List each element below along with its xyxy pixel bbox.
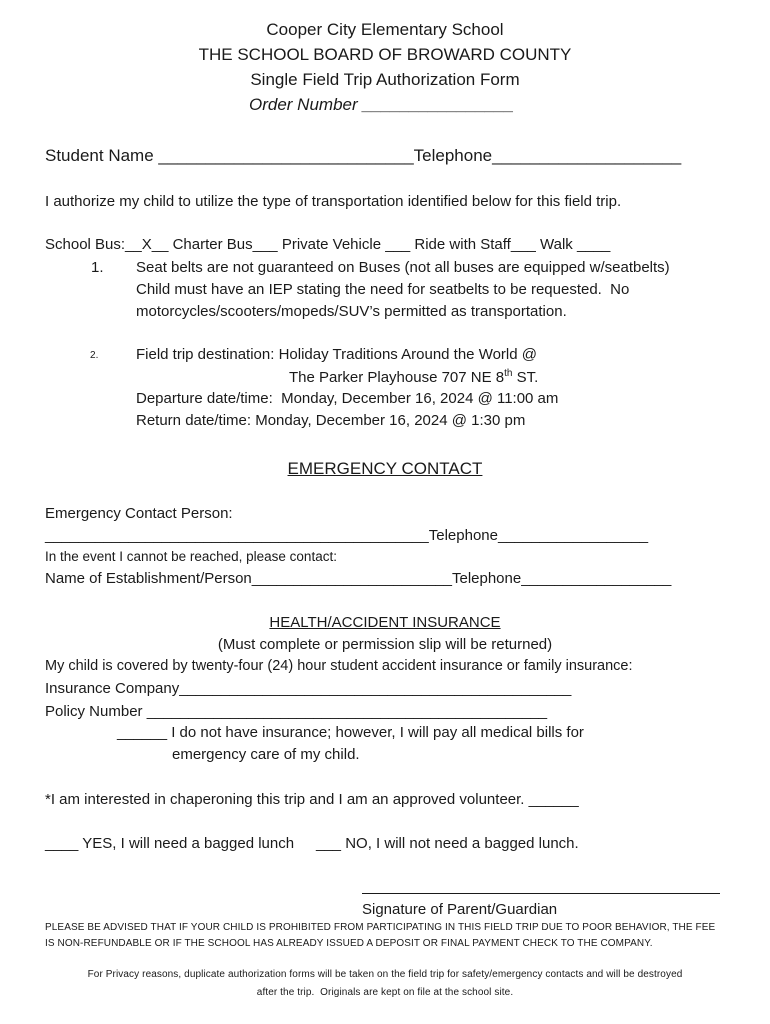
- emergency-contact-line: ______________________________________________Telephone__________________: [45, 527, 649, 544]
- order-number-label: Order Number: [249, 95, 358, 114]
- advisory-line-1: PLEASE BE ADVISED THAT IF YOUR CHILD IS PROHIBITED FROM PARTICIPATING IN THIS FIELD TRIP DUE TO POOR BEHAVIOR, THE FEE: [45, 922, 716, 933]
- order-number: [249, 96, 514, 113]
- privacy-note-line-2: after the trip. Originals are kept on file at the school site.: [256, 987, 514, 998]
- board-name: THE SCHOOL BOARD OF BROWARD COUNTY: [198, 45, 572, 64]
- advisory-prefix: IS: [45, 938, 58, 949]
- insurance-coverage-statement: My child is covered by twenty-four (24) hour student accident insurance or family insurance:: [45, 658, 633, 674]
- authorization-statement: I authorize my child to utilize the type of transportation identified below for this field trip.: [45, 193, 622, 210]
- bagged-lunch-no: ___ NO, I will not need a bagged lunch.: [316, 835, 579, 852]
- note-1-number: 1.: [91, 259, 104, 276]
- insurance-requirement: (Must complete or permission slip will be returned): [217, 636, 553, 653]
- advisory-line-2: [45, 939, 653, 949]
- advisory-suffix: OR IF THE SCHOOL HAS ALREADY ISSUED A DEPOSIT OR FINAL PAYMENT CHECK TO THE COMPANY.: [151, 938, 653, 949]
- destination-street: ST.: [512, 369, 539, 386]
- destination-line-1: Field trip destination: Holiday Traditions Around the World @: [136, 346, 537, 363]
- signature-label: Signature of Parent/Guardian: [362, 901, 558, 918]
- destination-line-2: [289, 369, 538, 385]
- privacy-note-line-1: For Privacy reasons, duplicate authorization forms will be taken on the field trip for safety/emergency contacts and will be destroyed: [87, 969, 683, 980]
- signature-line: [362, 893, 720, 894]
- emergency-contact-heading: EMERGENCY CONTACT: [287, 459, 483, 478]
- emergency-contact-label: Emergency Contact Person:: [45, 505, 233, 522]
- note-2-number: 2.: [90, 350, 99, 361]
- destination-ordinal: th: [504, 368, 513, 379]
- seatbelt-note-line-2: Child must have an IEP stating the need for seatbelts to be requested. No: [136, 281, 630, 298]
- bagged-lunch-yes: ____ YES, I will need a bagged lunch: [45, 835, 295, 852]
- seatbelt-note-line-3: motorcycles/scooters/mopeds/SUV’s permitted as transportation.: [136, 303, 567, 320]
- non-refundable-text: NON-REFUNDABLE: [57, 938, 152, 949]
- return-datetime: Return date/time: Monday, December 16, 2024 @ 1:30 pm: [136, 412, 526, 429]
- insurance-heading: HEALTH/ACCIDENT INSURANCE: [269, 614, 501, 631]
- policy-number-line: Policy Number ________________________________________________: [45, 703, 548, 720]
- seatbelt-note-line-1: Seat belts are not guaranteed on Buses (not all buses are equipped w/seatbelts): [136, 259, 670, 276]
- no-insurance-line-2: emergency care of my child.: [172, 746, 360, 763]
- insurance-company-line: Insurance Company_______________________________________________: [45, 680, 572, 697]
- departure-datetime: Departure date/time: Monday, December 16, 2024 @ 11:00 am: [136, 390, 559, 407]
- order-number-blank: ________________: [362, 95, 514, 114]
- alternate-contact-label: In the event I cannot be reached, please contact:: [45, 549, 337, 564]
- destination-address: The Parker Playhouse 707 NE 8: [289, 369, 505, 386]
- form-title: Single Field Trip Authorization Form: [250, 70, 520, 89]
- student-name-telephone-line: Student Name ___________________________Telephone____________________: [45, 146, 682, 165]
- chaperone-statement: *I am interested in chaperoning this trip and I am an approved volunteer. ______: [45, 791, 579, 808]
- school-name: Cooper City Elementary School: [266, 20, 504, 39]
- alternate-contact-line: Name of Establishment/Person________________________Telephone__________________: [45, 570, 672, 587]
- no-insurance-line-1: ______ I do not have insurance; however, I will pay all medical bills for: [117, 724, 584, 741]
- transportation-options: School Bus:__X__ Charter Bus___ Private Vehicle ___ Ride with Staff___ Walk ____: [45, 236, 611, 253]
